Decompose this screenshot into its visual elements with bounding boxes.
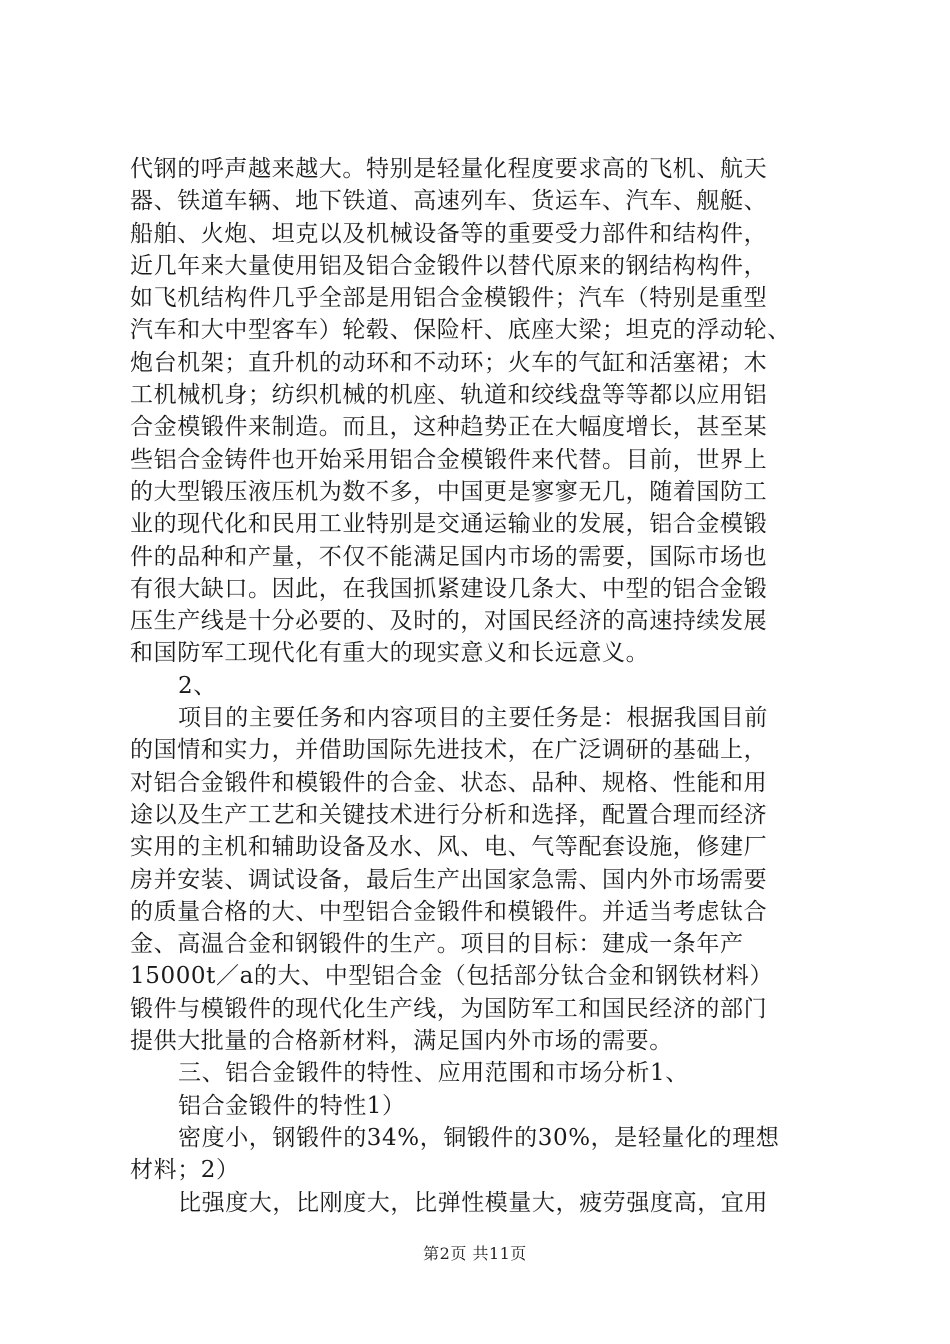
section-number: 2、	[178, 672, 217, 699]
section-heading: 三、铝合金锻件的特性、应用范围和市场分析1、	[178, 1060, 689, 1087]
text-line: 船舶、火炮、坦克以及机械设备等的重要受力部件和结构件，	[130, 220, 768, 247]
text-line: 15000t／a的大、中型铝合金（包括部分钛合金和钢铁材料）	[130, 963, 774, 990]
text-line: 合金模锻件来制造。而且，这种趋势正在大幅度增长，甚至某	[130, 414, 768, 441]
paragraph-start: 比强度大，比刚度大，比弹性模量大，疲劳强度高，宜用	[178, 1189, 768, 1216]
page-number-footer: 第2页 共11页	[423, 1244, 527, 1263]
paragraph-start: 密度小，钢锻件的34%，铜锻件的30%，是轻量化的理想	[178, 1124, 780, 1151]
text-line: 炮台机架；直升机的动环和不动环；火车的气缸和活塞裙；木	[130, 349, 768, 376]
body-text	[130, 153, 830, 1219]
text-line: 材料；2）	[130, 1157, 240, 1184]
text-line: 如飞机结构件几乎全部是用铝合金模锻件；汽车（特别是重型	[130, 285, 768, 312]
text-line: 实用的主机和辅助设备及水、风、电、气等配套设施，修建厂	[130, 834, 768, 861]
subsection-heading: 铝合金锻件的特性1）	[178, 1092, 406, 1119]
text-line: 途以及生产工艺和关键技术进行分析和选择，配置合理而经济	[130, 801, 768, 828]
text-line: 提供大批量的合格新材料，满足国内外市场的需要。	[130, 1028, 673, 1055]
text-line: 和国防军工现代化有重大的现实意义和长远意义。	[130, 640, 650, 667]
text-line: 的大型锻压液压机为数不多，中国更是寥寥无几，随着国防工	[130, 478, 768, 505]
text-line: 代钢的呼声越来越大。特别是轻量化程度要求高的飞机、航天	[130, 156, 768, 182]
text-line: 对铝合金锻件和模锻件的合金、状态、品种、规格、性能和用	[130, 769, 768, 796]
text-line: 的国情和实力，并借助国际先进技术，在广泛调研的基础上，	[130, 737, 768, 764]
text-line: 锻件与模锻件的现代化生产线，为国防军工和国民经济的部门	[130, 995, 768, 1022]
text-line: 件的品种和产量，不仅不能满足国内市场的需要，国际市场也	[130, 543, 768, 570]
text-line: 的质量合格的大、中型铝合金锻件和模锻件。并适当考虑钛合	[130, 898, 768, 925]
paragraph-start: 项目的主要任务和内容项目的主要任务是：根据我国目前	[178, 705, 768, 732]
text-line: 房并安装、调试设备，最后生产出国家急需、国内外市场需要	[130, 866, 768, 893]
text-line: 金、高温合金和钢锻件的生产。项目的目标：建成一条年产	[130, 931, 744, 958]
text-line: 汽车和大中型客车）轮毂、保险杆、底座大梁；坦克的浮动轮、	[130, 317, 791, 344]
text-line: 些铝合金铸件也开始采用铝合金模锻件来代替。目前，世界上	[130, 446, 768, 473]
text-line: 压生产线是十分必要的、及时的，对国民经济的高速持续发展	[130, 608, 768, 635]
text-line: 器、铁道车辆、地下铁道、高速列车、货运车、汽车、舰艇、	[130, 188, 768, 215]
text-line: 业的现代化和民用工业特别是交通运输业的发展，铝合金模锻	[130, 511, 768, 538]
text-line: 有很大缺口。因此，在我国抓紧建设几条大、中型的铝合金锻	[130, 575, 768, 602]
text-line: 近几年来大量使用铝及铝合金锻件以替代原来的钢结构构件，	[130, 252, 768, 279]
text-line: 工机械机身；纺织机械的机座、轨道和绞线盘等等都以应用铝	[130, 382, 768, 409]
